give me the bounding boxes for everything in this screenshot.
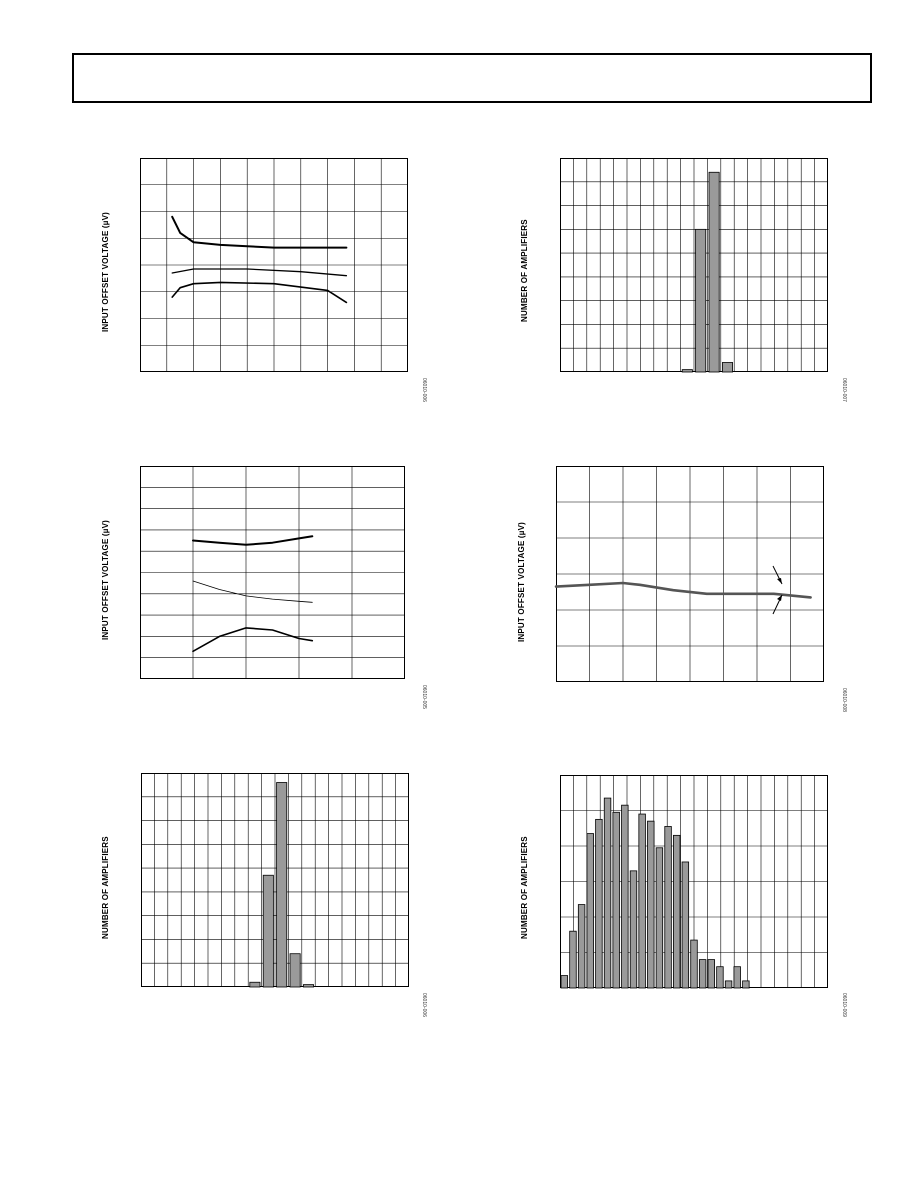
histogram-bar (691, 940, 698, 988)
chart-4-y-axis-label: INPUT OFFSET VOLTAGE (µV) (517, 522, 526, 642)
chart-3-y-axis-label: INPUT OFFSET VOLTAGE (µV) (101, 520, 110, 640)
amplifier-histogram-chart-5 (141, 773, 409, 987)
histogram-bar (596, 819, 603, 988)
chart-1-y-axis-label: INPUT OFFSET VOLTAGE (µV) (101, 212, 110, 332)
histogram-bar (743, 981, 750, 988)
chart-5-y-axis-label: NUMBER OF AMPLIFIERS (101, 836, 110, 939)
histogram-bar (725, 981, 732, 988)
histogram-bar (647, 821, 654, 988)
histogram-bar (263, 875, 273, 987)
histogram-bar (561, 976, 568, 988)
page-header-box (72, 53, 872, 103)
series-line-2 (193, 581, 312, 602)
histogram-bar (709, 172, 719, 372)
histogram-bar (277, 783, 287, 987)
histogram-bar (630, 871, 637, 988)
chart-1-figure-code: 06010-006 (421, 378, 427, 402)
histogram-bar (604, 798, 611, 988)
series-line-2 (172, 269, 346, 276)
offset-voltage-chart-1 (140, 158, 408, 372)
chart-5-figure-code: 06010-006 (421, 993, 427, 1017)
histogram-bar (734, 967, 741, 988)
series-line-1 (193, 536, 312, 545)
histogram-bar (699, 960, 706, 988)
histogram-bar (717, 967, 724, 988)
histogram-bar (696, 229, 706, 372)
offset-voltage-chart-4 (556, 466, 824, 682)
histogram-bar (578, 905, 585, 988)
amplifier-histogram-chart-6 (560, 775, 828, 988)
histogram-bar (708, 960, 715, 988)
chart-3-figure-code: 06010-005 (421, 685, 427, 709)
annotation-arrowhead (777, 578, 782, 584)
histogram-bar (622, 805, 629, 988)
histogram-bar (587, 834, 594, 988)
chart-6-figure-code: 06010-009 (841, 993, 847, 1017)
histogram-bar (722, 362, 732, 372)
chart-6-y-axis-label: NUMBER OF AMPLIFIERS (520, 836, 529, 939)
histogram-bar (250, 982, 260, 987)
offset-voltage-chart-3 (140, 466, 405, 679)
histogram-bar (656, 848, 663, 988)
series-line-1 (172, 217, 346, 248)
histogram-bar (682, 370, 692, 372)
histogram-bar (665, 826, 672, 988)
histogram-bar (290, 954, 300, 987)
histogram-bar (673, 835, 680, 988)
histogram-bar (639, 814, 646, 988)
annotation-arrowhead (777, 595, 782, 601)
chart-2-figure-code: 06010-007 (841, 378, 847, 402)
chart-4-figure-code: 06010-008 (841, 688, 847, 712)
histogram-bar (613, 812, 620, 988)
series-line-3 (172, 282, 346, 302)
histogram-bar (303, 985, 313, 987)
chart-2-y-axis-label: NUMBER OF AMPLIFIERS (520, 219, 529, 322)
amplifier-histogram-chart-2 (560, 158, 828, 372)
histogram-bar (682, 862, 689, 988)
series-line-3 (193, 628, 312, 651)
series-line-1 (556, 583, 811, 597)
histogram-bar (570, 931, 577, 988)
